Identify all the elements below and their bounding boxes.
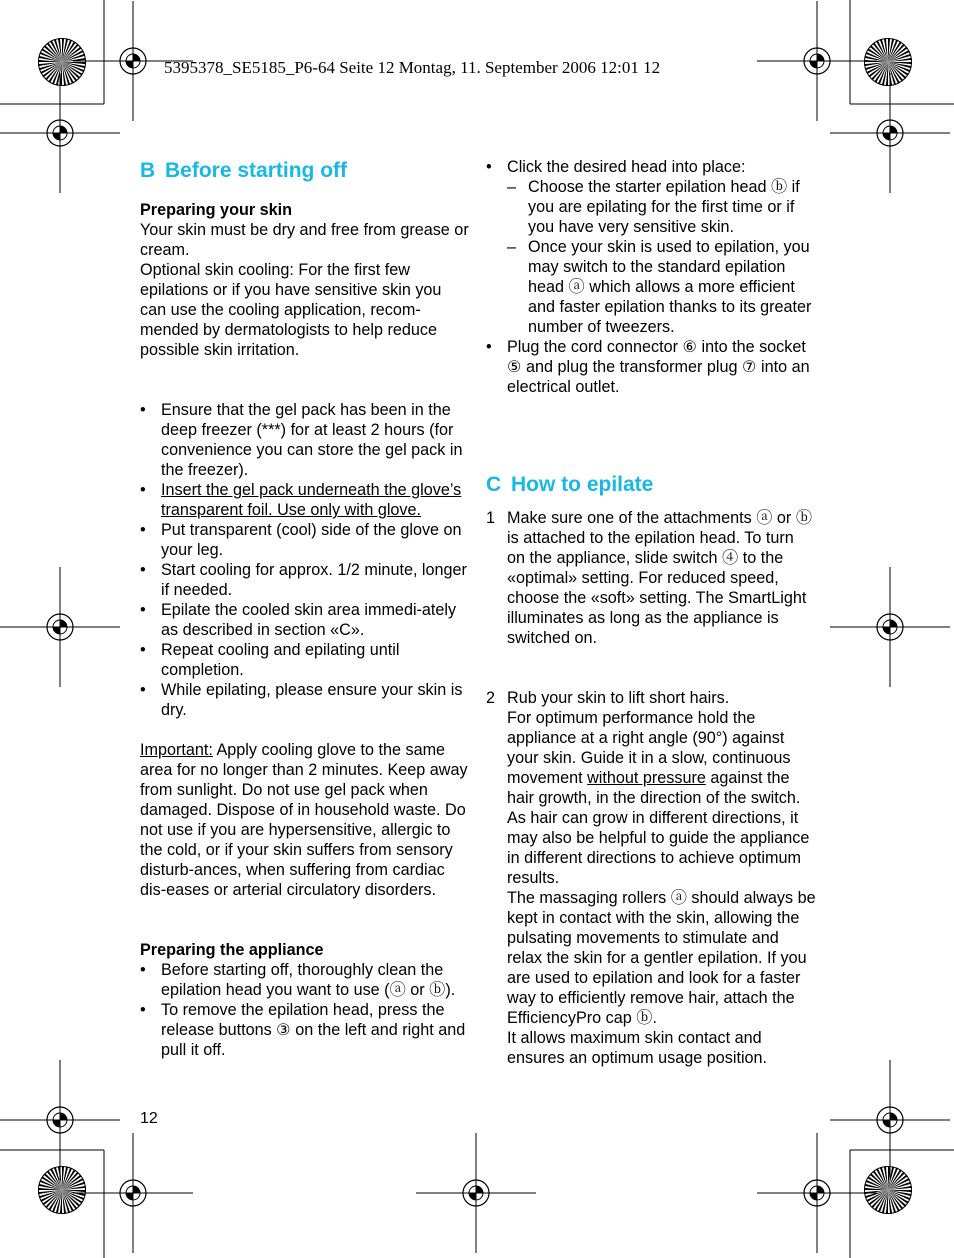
list-item: • While epilating, please ensure your skin is dry.: [140, 680, 470, 720]
step-text: Rub your skin to lift short hairs.: [507, 689, 730, 707]
list-item: • Put transparent (cool) side of the glove on your leg.: [140, 520, 470, 560]
star-target-icon: [864, 38, 912, 86]
underlined-text: without pressure: [587, 769, 706, 787]
section-b-letter: B: [140, 159, 156, 182]
print-header: 5395378_SE5185_P6-64 Seite 12 Montag, 11. September 2006 12:01 12: [164, 58, 661, 77]
step-number: 1: [486, 509, 496, 527]
step-text: As hair can grow in different directions, it may also be helpful to guide the appliance in different directions to achieve optimum results.: [507, 809, 810, 887]
list-item: • Plug the cord connector ⑥ into the socket ⑤ and plug the transformer plug ⑦ into an electrical outlet.: [486, 337, 816, 397]
star-target-icon: [38, 1166, 86, 1214]
section-c-title: How to epilate: [511, 473, 654, 496]
list-item: – Once your skin is used to epilation, you may switch to the standard epilation head ⓐ which allows a more efficient and faster epilation thanks to its greater number of tweezers.: [507, 237, 816, 337]
list-item: • To remove the epilation head, press the release buttons ③ on the left and right and pull it off.: [140, 1000, 470, 1060]
important-text: Apply cooling glove to the same area for no longer than 2 minutes. Keep away from sunlight. Do not use gel pack when damaged. Dispose of in household waste. Do not use if you are hypersensitive, allergic to the cold, or if your skin suffers from sensory disturb-ances, when suffering from cardiac dis-eases or arterial circulatory disorders.: [140, 741, 468, 899]
click-head-text: Click the desired head into place:: [507, 158, 746, 176]
step-text: The massaging rollers ⓐ should always be kept in contact with the skin, allowing the pulsating movements to stimulate and relax the skin for a gentler epilation. If you are used to epilation and look for a faster way to efficiently remove hair, attach the EfficiencyPro cap ⓑ.: [507, 889, 816, 1027]
star-target-icon: [38, 38, 86, 86]
skin-text-1: Your skin must be dry and free from grease or cream.: [140, 221, 469, 259]
page-number: 12: [140, 1110, 158, 1127]
step-text: Make sure one of the attachments ⓐ or ⓑ is attached to the epilation head. To turn on the appliance, slide switch ④ to the «optimal» setting. For reduced speed, choose the «soft» setting. The SmartLight illuminates as long as the appliance is switched on.: [507, 509, 813, 647]
step-text: It allows maximum skin contact and ensures an optimum usage position.: [507, 1029, 768, 1067]
skin-text-2: Optional skin cooling: For the first few epilations or if you have sensitive skin you can use the cooling application, recom-mended by dermatologists to help reduce possible skin irritation.: [140, 261, 442, 359]
text-run: against the hair growth, in the direction of the switch.: [507, 769, 801, 807]
star-target-icon: [864, 1166, 912, 1214]
list-item: • Before starting off, thoroughly clean the epilation head you want to use (ⓐ or ⓑ).: [140, 960, 470, 1000]
preparing-skin-heading: Preparing your skin: [140, 201, 293, 219]
text-run: For optimum performance hold the appliance at a right angle (90°) against your skin. Guide it in a slow, continuous movement: [507, 709, 791, 787]
section-c-letter: C: [486, 473, 502, 496]
list-item: – Choose the starter epilation head ⓑ if you are epilating for the first time or if you have very sensitive skin.: [507, 177, 816, 237]
list-item: • Start cooling for approx. 1/2 minute, longer if needed.: [140, 560, 470, 600]
list-item: • Epilate the cooled skin area immedi-ately as described in section «C».: [140, 600, 470, 640]
section-b-title: Before starting off: [165, 159, 348, 182]
underlined-instruction: Insert the gel pack underneath the glove’s transparent foil. Use only with glove.: [161, 481, 462, 519]
list-item: • Repeat cooling and epilating until completion.: [140, 640, 470, 680]
list-item: • Ensure that the gel pack has been in the deep freezer (***) for at least 2 hours (for convenience you can store the gel pack in the freezer).: [140, 400, 470, 480]
important-label: Important:: [140, 741, 213, 759]
preparing-appliance-heading: Preparing the appliance: [140, 941, 324, 959]
step-number: 2: [486, 689, 496, 707]
